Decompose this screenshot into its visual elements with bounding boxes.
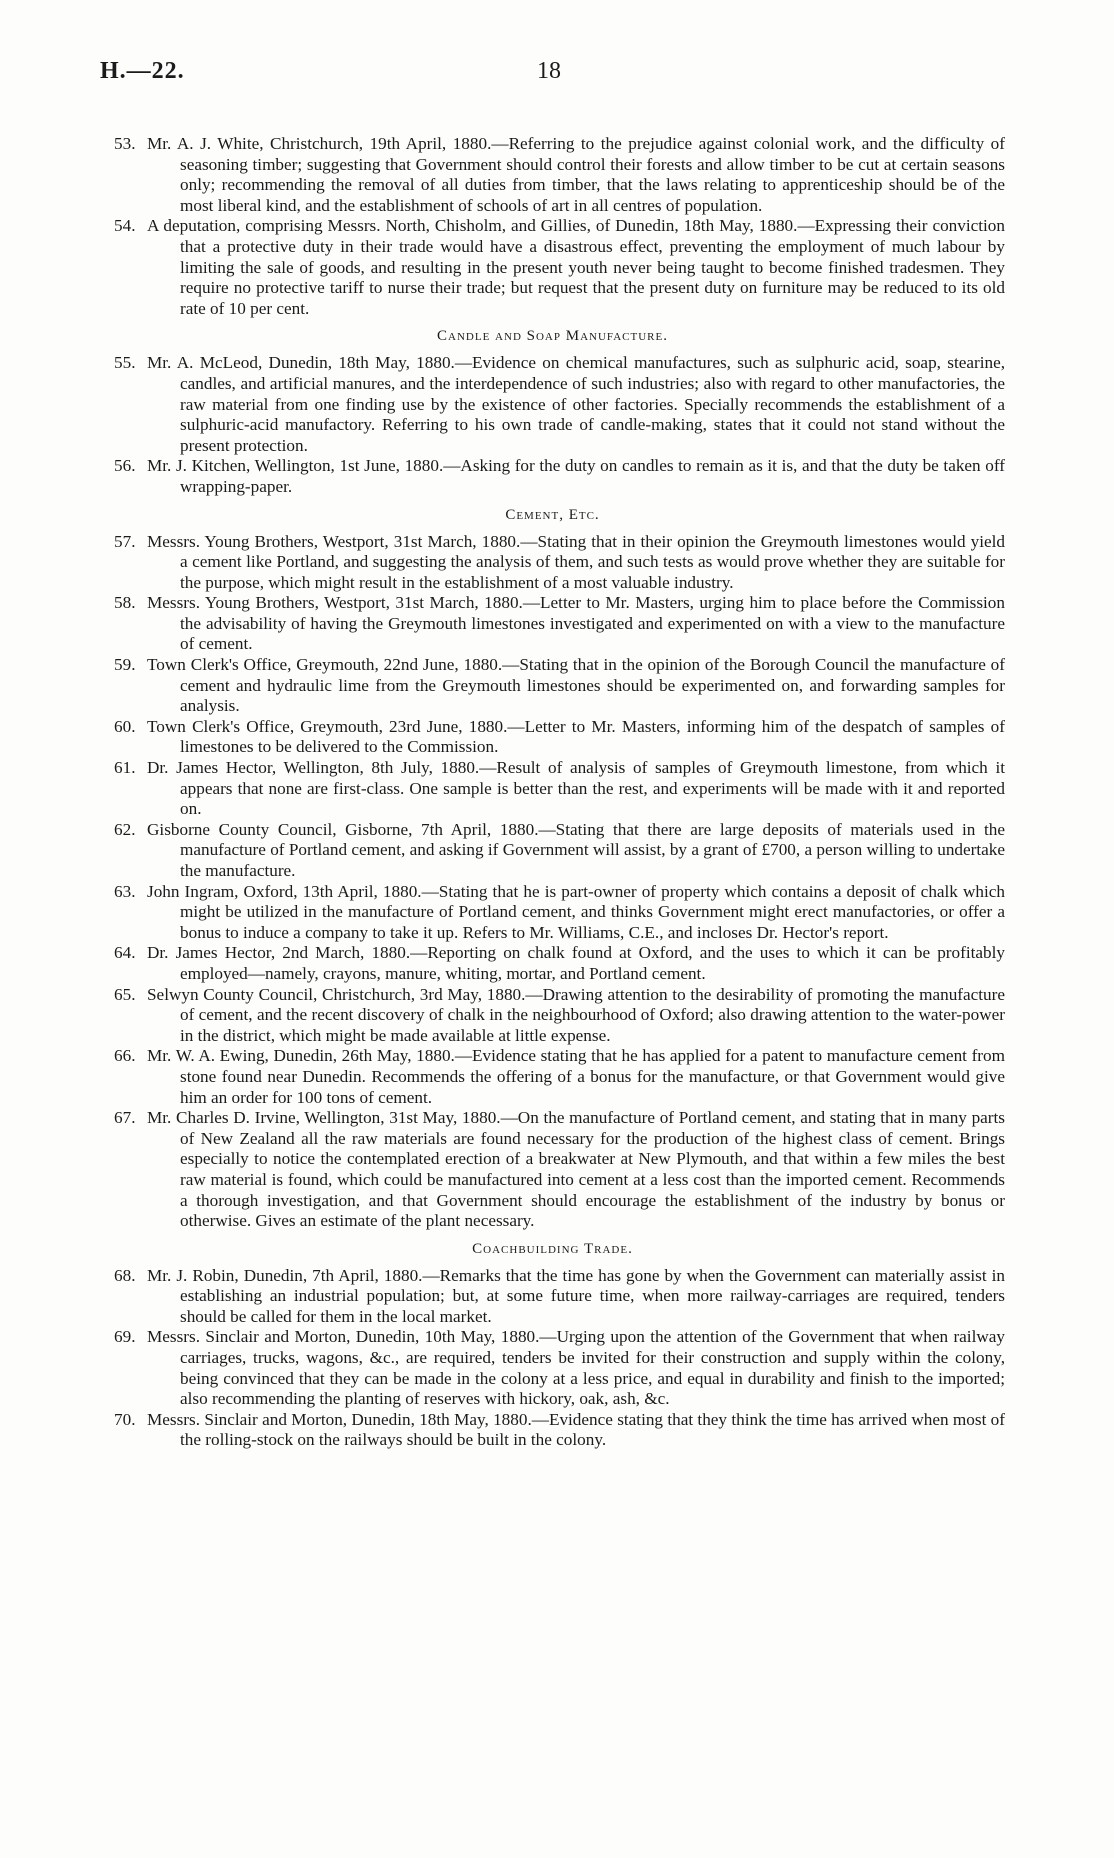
entry-text: Mr. J. Robin, Dunedin, 7th April, 1880.—Remarks that the time has gone by when the Government can materially assist in establishing an industrial population; but, at some future time, when more railway-carriages are required, tenders should be called for them in the local market. <box>147 1265 1005 1326</box>
entry-text: Mr. A. J. White, Christchurch, 19th April, 1880.—Referring to the prejudice against colonial work, and the difficulty of seasoning timber; suggesting that Government should control their forests and allow timber to be cut at certain seasons only; recommending the removal of all duties from timber, that the laws relating to apprenticeship should be of the most liberal kind, and the establishment of schools of art in all centres of population. <box>147 134 1005 215</box>
list-item <box>100 820 1005 882</box>
entry-number: 54. <box>114 216 136 236</box>
section-heading: Candle and Soap Manufacture. <box>437 328 668 345</box>
page-header <box>100 58 1000 98</box>
list-item <box>100 353 1005 456</box>
entry-text: John Ingram, Oxford, 13th April, 1880.—Stating that he is part-owner of property which contains a deposit of chalk which might be utilized in the manufacture of Portland cement, and thinks Government might erect manufactories, or offer a bonus to induce a company to take it up. Refers to Mr. Williams, C.E., and incloses Dr. Hector's report. <box>147 881 1005 942</box>
entry-number: 59. <box>114 655 136 675</box>
list-item <box>100 134 1005 216</box>
entry-number: 67. <box>114 1108 136 1128</box>
list-item <box>100 882 1005 944</box>
document-body <box>100 134 1005 1451</box>
entry-number: 68. <box>114 1265 136 1285</box>
list-item <box>100 593 1005 655</box>
list-item <box>100 216 1005 319</box>
list-item <box>100 1410 1005 1451</box>
entry-text: Town Clerk's Office, Greymouth, 23rd June, 1880.—Letter to Mr. Masters, informing him of the despatch of samples of limestones to be delivered to the Commission. <box>147 716 1005 757</box>
entry-text: Mr. J. Kitchen, Wellington, 1st June, 1880.—Asking for the duty on candles to remain as it is, and that the duty be taken off wrapping-paper. <box>147 456 1005 496</box>
entry-text: Gisborne County Council, Gisborne, 7th April, 1880.—Stating that there are large deposits of materials used in the manufacture of Portland cement, and asking if Government will assist, by a grant of £700, a person willing to undertake the manufacture. <box>147 819 1005 880</box>
section-heading: Cement, Etc. <box>505 506 600 523</box>
entry-number: 57. <box>114 531 136 551</box>
entry-number: 61. <box>114 758 136 778</box>
entry-number: 60. <box>114 716 136 736</box>
entry-text: Messrs. Young Brothers, Westport, 31st March, 1880.—Letter to Mr. Masters, urging him to place before the Commission the advisability of having the Greymouth limestones investigated and experimented on with a view to the manufacture of cement. <box>147 593 1005 654</box>
entry-text: Messrs. Sinclair and Morton, Dunedin, 18th May, 1880.—Evidence stating that they think the time has arrived when most of the rolling-stock on the railways should be built in the colony. <box>147 1409 1005 1450</box>
entry-number: 56. <box>114 456 136 476</box>
entry-text: Mr. Charles D. Irvine, Wellington, 31st May, 1880.—On the manufacture of Portland cement, and stating that in many parts of New Zealand all the raw materials are found necessary for the production of the highest class of cement. Brings especially to notice the contemplated erection of a breakwater at New Plymouth, and that within a few miles the best raw material is found, which could be manufactured into cement at a less cost than the imported cement. Recommends a thorough investigation, and that Government should encourage the establishment of the industry by bonus or otherwise. Gives an estimate of the plant necessary. <box>147 1108 1005 1231</box>
entry-text: Messrs. Sinclair and Morton, Dunedin, 10th May, 1880.—Urging upon the attention of the Government that when railway carriages, trucks, wagons, &c., are required, tenders be invited for their construction and supply within the colony, being convinced that they can be made in the colony at a less price, and equal in durability and finish to the imported; also recommending the planting of reserves with hickory, oak, ash, &c. <box>147 1327 1005 1409</box>
entry-number: 65. <box>114 984 136 1004</box>
entry-number: 58. <box>114 593 136 613</box>
entry-number: 70. <box>114 1409 136 1429</box>
entry-text: Messrs. Young Brothers, Westport, 31st March, 1880.—Stating that in their opinion the Greymouth limestones would yield a cement like Portland, and suggesting the analysis of them, and such tests as would prove whether they are suitable for the purpose, which might result in the establishment of a most valuable industry. <box>147 531 1005 592</box>
page-number: 18 <box>537 58 561 84</box>
entry-text: A deputation, comprising Messrs. North, Chisholm, and Gillies, of Dunedin, 18th May, 1880.—Expressing their conviction that a protective duty in their trade would have a disastrous effect, preventing the employment of much labour by limiting the sale of goods, and resulting in the present youth never being taught to become finished tradesmen. They require no protective tariff to nurse their trade; but request that the present duty on furniture may be reduced to its old rate of 10 per cent. <box>147 216 1005 318</box>
list-item <box>100 758 1005 820</box>
entry-number: 63. <box>114 881 136 901</box>
list-item <box>100 943 1005 984</box>
document-id: H.—22. <box>100 58 185 84</box>
entry-number: 69. <box>114 1327 136 1347</box>
list-item <box>100 532 1005 594</box>
entry-text: Town Clerk's Office, Greymouth, 22nd June, 1880.—Stating that in the opinion of the Borough Council the manufacture of cement and hydraulic lime from the Greymouth limestones should be experimented on, and forwarding samples for analysis. <box>147 655 1005 716</box>
entry-number: 66. <box>114 1046 136 1066</box>
list-item <box>100 1266 1005 1328</box>
entry-text: Selwyn County Council, Christchurch, 3rd May, 1880.—Drawing attention to the desirability of promoting the manufacture of cement, and the recent discovery of chalk in the neighbourhood of Oxford; also drawing attention to the water-power in the district, which might be made available at little expense. <box>147 984 1005 1045</box>
list-item <box>100 456 1005 497</box>
entry-text: Dr. James Hector, Wellington, 8th July, 1880.—Result of analysis of samples of Greymouth limestone, from which it appears that none are first-class. One sample is better than the rest, and experiments will be made with it and reported on. <box>147 758 1005 819</box>
list-item <box>100 1108 1005 1232</box>
list-item <box>100 1046 1005 1108</box>
entry-number: 55. <box>114 353 136 373</box>
list-item <box>100 717 1005 758</box>
list-item <box>100 655 1005 717</box>
entry-number: 62. <box>114 819 136 839</box>
list-item <box>100 1327 1005 1409</box>
entry-text: Mr. W. A. Ewing, Dunedin, 26th May, 1880.—Evidence stating that he has applied for a patent to manufacture cement from stone found near Dunedin. Recommends the offering of a bonus for the manufacture, or that Government would give him an order for 100 tons of cement. <box>147 1046 1005 1107</box>
entry-number: 53. <box>114 134 136 153</box>
entry-text: Mr. A. McLeod, Dunedin, 18th May, 1880.—Evidence on chemical manufactures, such as sulphuric acid, soap, stearine, candles, and artificial manures, and the interdependence of such industries; also with regard to other manufactories, the raw material from one finding use by the existence of other factories. Specially recommends the establishment of a sulphuric-acid manufactory. Referring to his own trade of candle-making, states that it could not stand without the present protection. <box>147 353 1005 455</box>
section-heading: Coachbuilding Trade. <box>472 1240 633 1257</box>
list-item <box>100 985 1005 1047</box>
entry-text: Dr. James Hector, 2nd March, 1880.—Reporting on chalk found at Oxford, and the uses to which it can be profitably employed—namely, crayons, manure, whiting, mortar, and Portland cement. <box>147 943 1005 983</box>
entry-number: 64. <box>114 943 136 963</box>
